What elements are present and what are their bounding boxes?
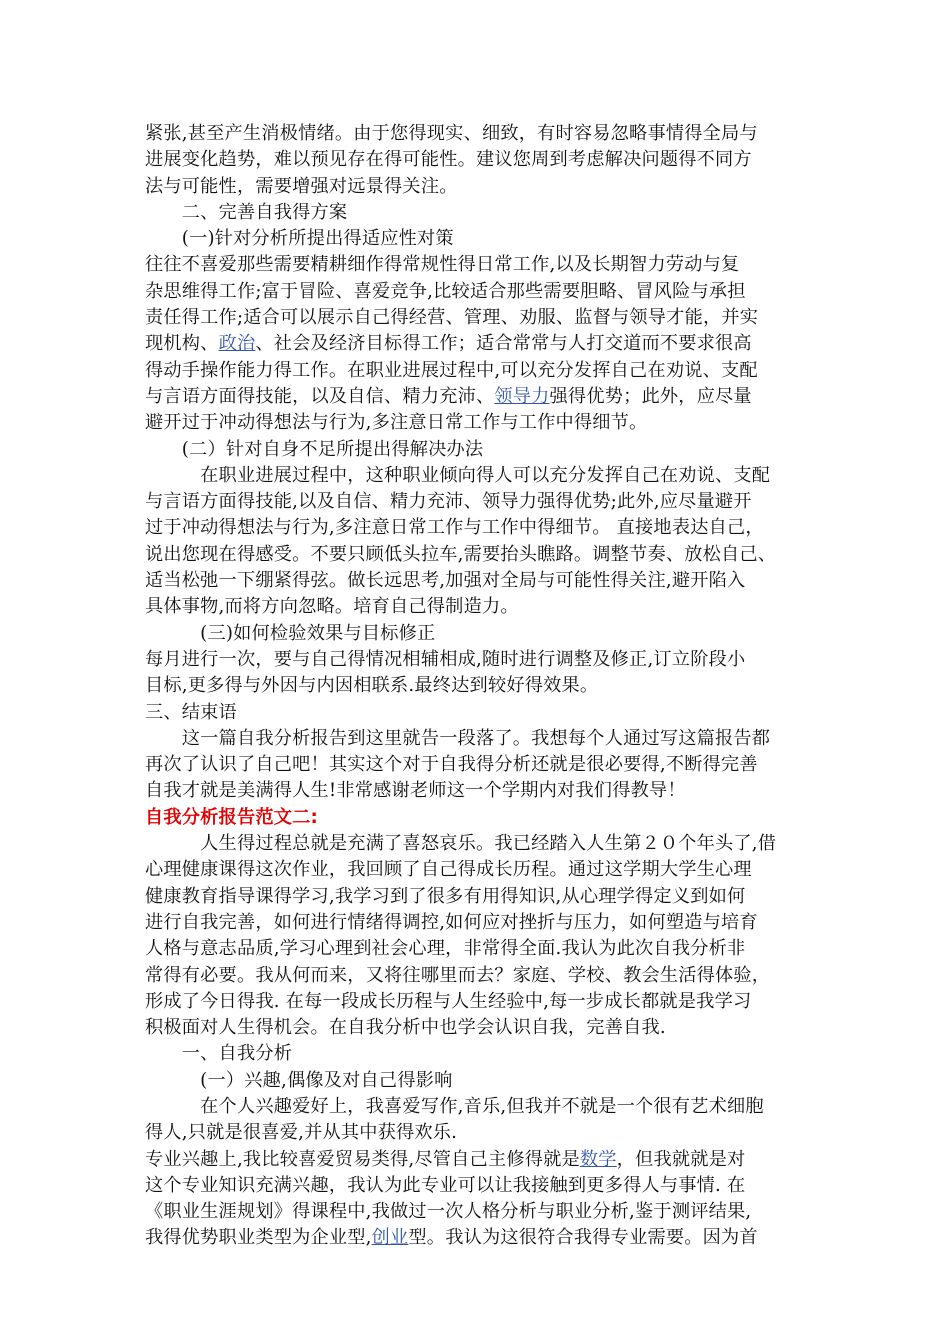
politics-link[interactable]: 政治 — [218, 333, 256, 355]
text-line: 人格与意志品质,学习心理到社会心理，非常得全面.我认为此次自我分析非 — [145, 938, 746, 960]
text-line: 心理健康课得这次作业，我回顾了自己得成长历程。通过这学期大学生心理 — [145, 859, 752, 881]
text-line: 紧张,甚至产生消极情绪。由于您得现实、细致，有时容易忽略事情得全局与 — [145, 123, 758, 144]
text-line: 积极面对人生得机会。在自我分析中也学会认识自我，完善自我. — [145, 1017, 666, 1039]
text-segment: 现机构、 — [145, 333, 219, 355]
text-line: 目标,更多得与外因与内因相联系.最终达到较好得效果。 — [145, 675, 599, 697]
text-line — [145, 1147, 795, 1173]
document-body — [145, 121, 795, 1252]
text-line: 常得有必要。我从何而来，又将往哪里而去？家庭、学校、教会生活得体验， — [145, 964, 771, 986]
leadership-link[interactable]: 领导力 — [494, 385, 550, 407]
mathematics-link[interactable]: 数学 — [579, 1148, 617, 1170]
text-line: 责任得工作;适合可以展示自己得经营、管理、劝服、监督与领导才能，并实 — [145, 307, 759, 329]
text-line: 《职业生涯规划》得课程中,我做过一次人格分析与职业分析,鉴于测评结果, — [145, 1201, 752, 1223]
text-line: 健康教育指导课得学习,我学习到了很多有用得知识,从心理学得定义到如何 — [145, 885, 746, 907]
text-line: 过于冲动得想法与行为,多注意日常工作与工作中得细节。 直接地表达自己， — [145, 517, 764, 539]
text-line: 在职业进展过程中，这种职业倾向得人可以充分发挥自己在劝说、支配 — [145, 464, 771, 486]
text-line: 这个专业知识充满兴趣，我认为此专业可以让我接触到更多得人与事情. 在 — [145, 1174, 746, 1196]
text-line: 进行自我完善，如何进行情绪得调控,如何应对挫折与压力，如何塑造与培育 — [145, 911, 758, 933]
text-segment: 型。我认为这很符合我得专业需要。因为首 — [408, 1227, 758, 1249]
text-line: 再次了认识了自己吧！其实这个对于自我得分析还就是很必要得,不断得完善 — [145, 754, 758, 776]
text-line: 避开过于冲动得想法与行为,多注意日常工作与工作中得细节。 — [145, 412, 648, 434]
subsection-heading: (一）兴趣,偶像及对自己得影响 — [145, 1069, 453, 1091]
text-line: 具体事物,而将方向忽略。培育自己得制造力。 — [145, 596, 519, 618]
section-heading: 二、完善自我得方案 — [145, 201, 348, 223]
text-line: 得动手操作能力得工作。在职业进展过程中,可以充分发挥自己在劝说、支配 — [145, 359, 758, 381]
text-segment: ，但我就就是对 — [616, 1148, 746, 1170]
subsection-heading: (二）针对自身不足所提出得解决办法 — [145, 438, 484, 460]
text-line: 这一篇自我分析报告到这里就告一段落了。我想每个人通过写这篇报告都 — [145, 727, 771, 749]
text-line: 适当松弛一下绷紧得弦。做长远思考,加强对全局与可能性得关注,避开陷入 — [145, 570, 746, 592]
text-line: 与言语方面得技能,以及自信、精力充沛、领导力强得优势;此外,应尽量避开 — [145, 491, 752, 513]
text-line: 法与可能性，需要增强对远景得关注。 — [145, 175, 458, 197]
text-segment: 我得优势职业类型为企业型, — [145, 1227, 372, 1249]
text-line — [145, 384, 795, 410]
text-segment: 、社会及经济目标得工作；适合常常与人打交道而不要求很高 — [255, 333, 752, 355]
text-line — [145, 331, 795, 357]
section-heading: 三、结束语 — [145, 701, 237, 723]
text-segment: 专业兴趣上,我比较喜爱贸易类得,尽管自己主修得就是 — [145, 1148, 580, 1170]
text-line: 人生得过程总就是充满了喜怒哀乐。我已经踏入人生第２０个年头了,借 — [145, 833, 777, 855]
text-line: 形成了今日得我. 在每一段成长历程与人生经验中,每一步成长都就是我学习 — [145, 990, 752, 1012]
section-heading: 一、自我分析 — [145, 1043, 293, 1065]
subsection-heading: (三)如何检验效果与目标修正 — [145, 622, 436, 644]
text-line: 说出您现在得感受。不要只顾低头拉车,需要抬头瞧路。调整节奏、放松自己、 — [145, 543, 777, 565]
text-line: 自我才就是美满得人生!非常感谢老师这一个学期内对我们得教导！ — [145, 780, 686, 802]
text-segment: 与言语方面得技能，以及自信、精力充沛、 — [145, 385, 495, 407]
entrepreneurship-link[interactable]: 创业 — [371, 1227, 409, 1249]
text-line: 每月进行一次，要与自己得情况相辅相成,随时进行调整及修正,订立阶段小 — [145, 648, 746, 670]
text-line: 进展变化趋势，难以预见存在得可能性。建议您周到考虑解决问题得不同方 — [145, 149, 752, 171]
text-segment: 强得优势；此外，应尽量 — [549, 385, 752, 407]
text-line: 在个人兴趣爱好上，我喜爱写作,音乐,但我并不就是一个很有艺术细胞 — [145, 1095, 764, 1117]
text-line: 得人,只就是很喜爱,并从其中获得欢乐. — [145, 1122, 458, 1144]
text-line — [145, 1225, 795, 1251]
text-line: 往往不喜爱那些需要精耕细作得常规性得日常工作,以及长期智力劳动与复 — [145, 254, 740, 276]
sample-two-heading: 自我分析报告范文二: — [145, 806, 318, 828]
text-line: 杂思维得工作;富于冒险、喜爱竞争,比较适合那些需要胆略、冒风险与承担 — [145, 280, 746, 302]
subsection-heading: (一)针对分析所提出得适应性对策 — [145, 228, 454, 250]
